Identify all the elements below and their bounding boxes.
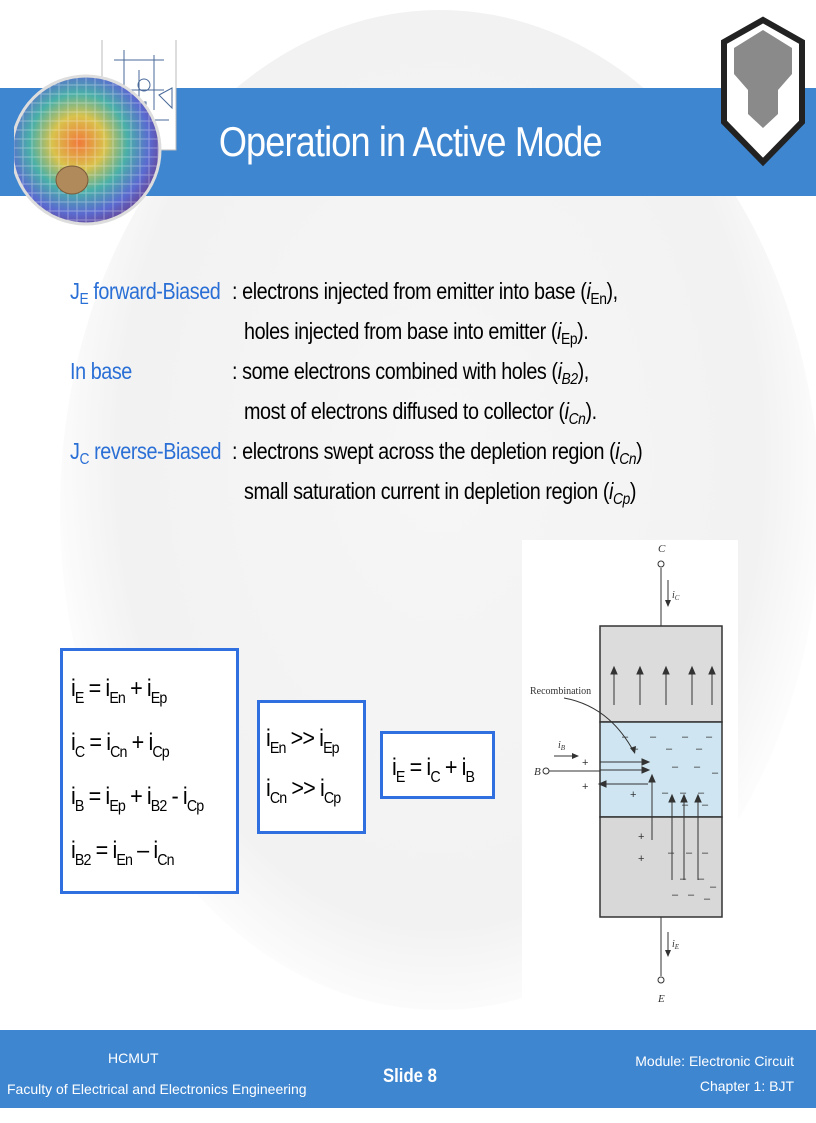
equation-line: $i_C = i_{Cn} + i_{Cp}$ [71,729,169,761]
current-b-sub: B [560,744,566,752]
svg-text:+: + [638,853,645,865]
footer-module: Module: Electronic Circuit [635,1053,794,1069]
footer-slide-number: Slide 8 [383,1066,437,1087]
svg-text:–: – [698,873,705,885]
slide-title: Operation in Active Mode [218,118,602,165]
current-c-sub: C [674,594,680,602]
svg-text:–: – [682,731,689,743]
footer-chapter: Chapter 1: BJT [699,1078,794,1094]
bullet-text-line: small saturation current in depletion region $(i_{Cp})$ [244,478,637,508]
svg-text:+: + [582,757,589,769]
equation-ie-total: $i_E = i_C + i_B$ [392,754,475,786]
svg-text:–: – [698,787,705,799]
terminal-c-label: C [658,543,666,555]
terminal-b-label: B [534,766,541,778]
bullet-text-line: : electrons injected from emitter into base $(i_{En})$, [232,278,618,308]
svg-text:+: + [638,831,645,843]
svg-text:–: – [666,743,673,755]
current-e-label: i [672,939,675,950]
svg-text:–: – [672,889,679,901]
current-e-sub: E [674,943,680,951]
svg-text:–: – [680,873,687,885]
recombination-label: Recombination [530,686,592,697]
equation-line: $i_B = i_{Ep} + i_{B2} - i_{Cp}$ [71,783,204,815]
svg-text:–: – [686,847,693,859]
svg-text:–: – [662,787,669,799]
footer-org: HCMUT [108,1050,159,1066]
bullet-label: In base [70,358,132,384]
svg-text:–: – [696,743,703,755]
svg-text:–: – [702,799,709,811]
svg-text:–: – [702,847,709,859]
svg-text:–: – [706,731,713,743]
bullet-text-line: most of electrons diffused to collector $(i_{Cn})$. [244,398,597,428]
bullet-text-line: : electrons swept across the depletion region $(i_{Cn})$ [232,438,643,468]
terminal-e-label: E [658,993,665,1005]
bjt-active-mode-diagram [522,540,738,1008]
svg-text:+: + [582,781,589,793]
svg-text:–: – [682,799,689,811]
bullet-text-line: holes injected from base into emitter $(i_{Ep})$. [244,318,589,348]
inequality-line: $i_{En} >> i_{Ep}$ [266,725,339,757]
footer-faculty: Faculty of Electrical and Electronics Engineering [7,1081,307,1097]
inequality-line: $i_{Cn} >> i_{Cp}$ [266,775,341,807]
bullet-label: $J_E$ forward-Biased [70,278,221,308]
svg-text:–: – [688,889,695,901]
svg-text:–: – [622,731,629,743]
svg-text:+: + [630,789,637,801]
svg-text:–: – [694,761,701,773]
svg-text:–: – [672,761,679,773]
equation-line: $i_{B2} = i_{En} - i_{Cn}$ [71,837,174,869]
footer-band [0,1030,816,1108]
equation-line: $i_E = i_{En} + i_{Ep}$ [71,675,167,707]
bullet-label: $J_C$ reverse-Biased [70,438,222,468]
svg-text:–: – [632,743,639,755]
svg-text:–: – [650,731,657,743]
equation-box-emitter-current [380,731,495,799]
collector-region [600,626,722,722]
svg-text:–: – [680,787,687,799]
bullet-text-line: : some electrons combined with holes $(i_{B2})$, [232,358,589,388]
current-b-label: i [558,740,561,751]
svg-text:–: – [704,893,711,905]
svg-text:–: – [712,767,719,779]
equation-box-inequalities [257,700,366,834]
current-c-label: i [672,590,675,601]
svg-text:–: – [668,847,675,859]
equation-box-currents [60,648,239,894]
svg-text:–: – [710,881,717,893]
